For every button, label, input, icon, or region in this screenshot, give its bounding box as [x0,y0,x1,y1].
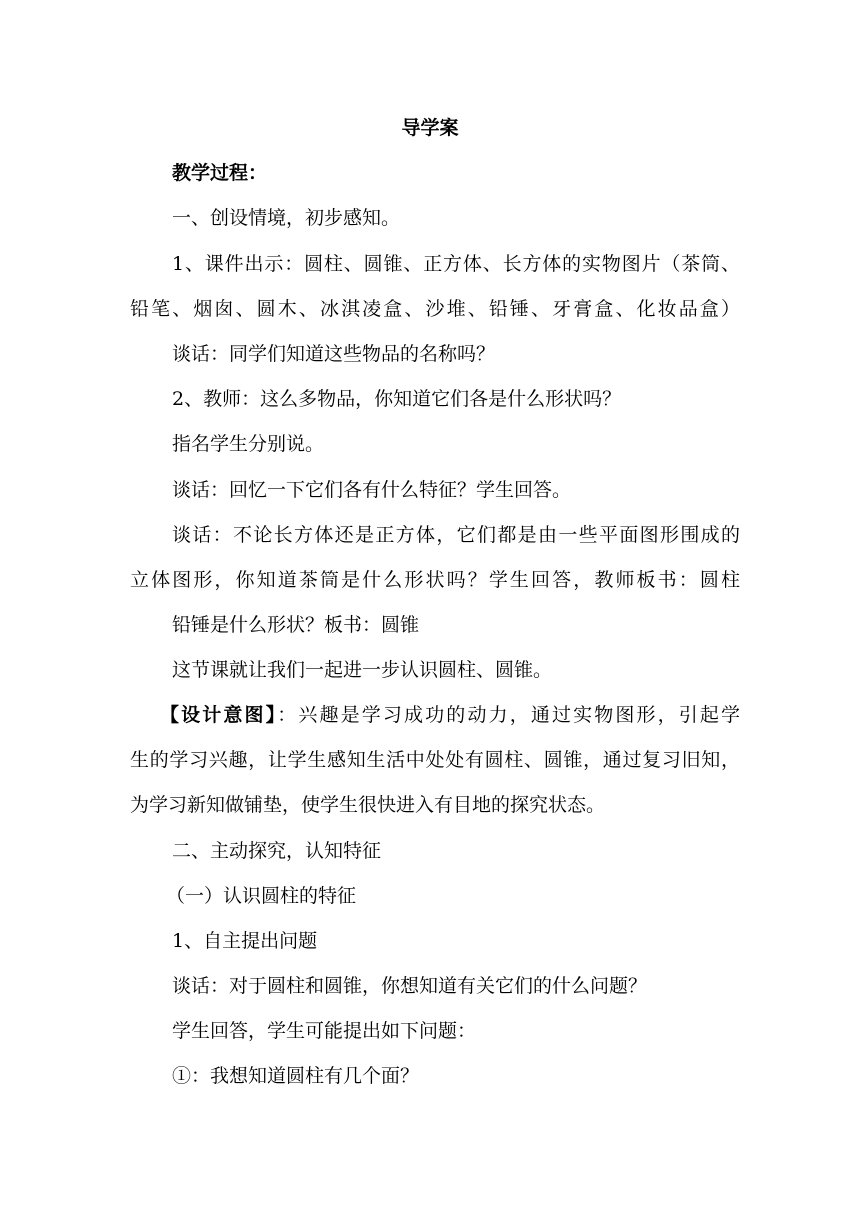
paragraph-line: 生的学习兴趣，让学生感知生活中处处有圆柱、圆锥，通过复习旧知， [130,749,740,771]
paragraph-line: 铅笔、烟囱、圆木、冰淇凌盒、沙堆、铅锤、牙膏盒、化妆品盒） [130,298,740,320]
design-intent-text: ：兴趣是学习成功的动力，通过实物图形，引起学 [277,704,740,726]
step-heading: 1、自主提出问题 [172,930,318,952]
design-intent-label: 【设计意图】 [160,704,278,726]
paragraph-line: 谈话：回忆一下它们各有什么特征？学生回答。 [172,479,572,501]
part2-heading: 二、主动探究，认知特征 [172,840,382,862]
paragraph-line: 2、教师：这么多物品，你知道它们各是什么形状吗？ [172,388,622,410]
document-title: 导学案 [401,117,459,139]
paragraph-line: 1、课件出示：圆柱、圆锥、正方体、长方体的实物图片（茶筒、 [172,253,740,275]
subsection-heading: （一）认识圆柱的特征 [166,885,357,907]
paragraph-line: 这节课就让我们一起进一步认识圆柱、圆锥。 [172,659,553,681]
paragraph-line: 指名学生分别说。 [172,433,325,455]
paragraph-line: 谈话：同学们知道这些物品的名称吗？ [172,343,496,365]
part1-heading: 一、创设情境，初步感知。 [172,207,401,229]
paragraph-line: 铅锤是什么形状？板书：圆锥 [172,614,420,636]
paragraph-line: 为学习新知做铺垫，使学生很快进入有目地的探究状态。 [130,794,606,816]
paragraph-line: 立体图形，你知道茶筒是什么形状吗？学生回答，教师板书：圆柱 [130,569,740,591]
paragraph-line: 谈话：对于圆柱和圆锥，你想知道有关它们的什么问题？ [172,975,648,997]
section-heading: 教学过程： [172,162,268,184]
design-intent-line [160,702,740,728]
question-item: ①：我想知道圆柱有几个面？ [172,1065,420,1087]
paragraph-line: 谈话：不论长方体还是正方体，它们都是由一些平面图形围成的 [172,524,740,546]
paragraph-line: 学生回答，学生可能提出如下问题： [172,1020,477,1042]
